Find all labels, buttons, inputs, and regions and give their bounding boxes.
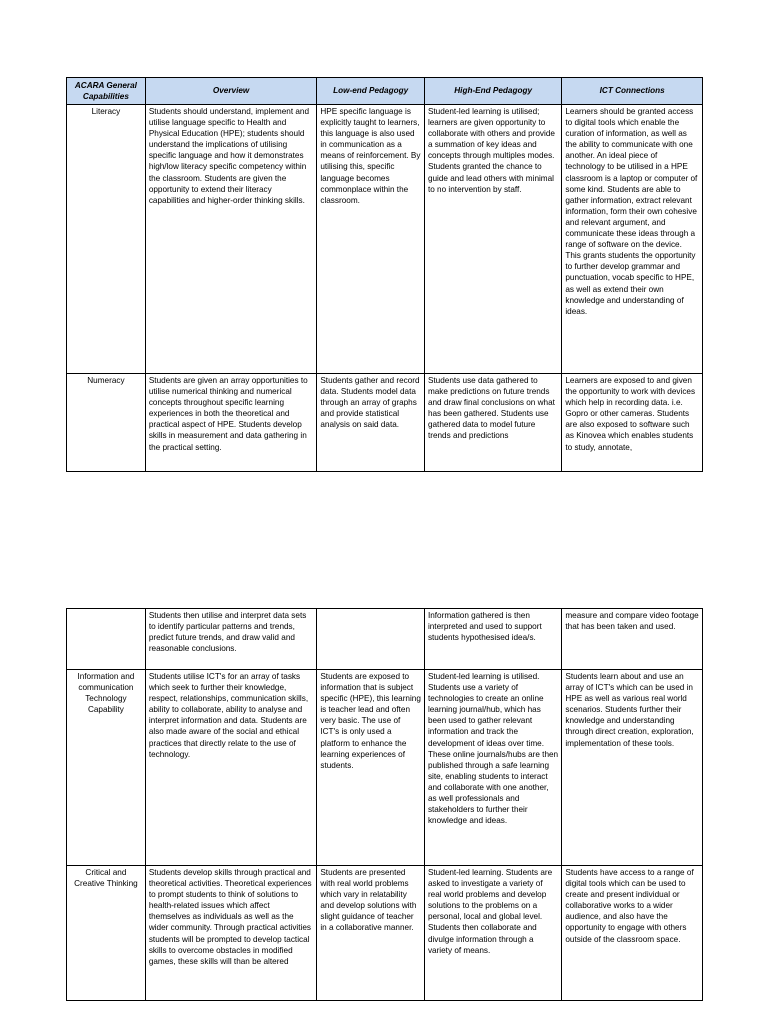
header-low-end: Low-end Pedagogy bbox=[317, 78, 425, 105]
capability-cell: Critical and Creative Thinking bbox=[67, 866, 146, 1001]
capability-cell: Numeracy bbox=[67, 374, 146, 472]
high-end-cell: Student-led learning is utilised; learners are given opportunity to collaborate with others and provide a summation of key ideas and concepts through multiples modes. Students granted the chance to guide and lead others with minimal to no intervention by staff. bbox=[424, 105, 561, 374]
table-row-numeracy-continued bbox=[67, 609, 703, 670]
header-overview: Overview bbox=[145, 78, 317, 105]
header-ict: ICT Connections bbox=[562, 78, 703, 105]
header-high-end: High-End Pedagogy bbox=[424, 78, 561, 105]
capabilities-table-page-2 bbox=[66, 608, 703, 1001]
capability-cell: Literacy bbox=[67, 105, 146, 374]
ict-cell: Students have access to a range of digital tools which can be used to create and present individual or collaborative works to a wider audience, and also have the opportunity to engage with others outside of the classroom space. bbox=[562, 866, 703, 1001]
capability-cell: Information and communication Technology Capability bbox=[67, 670, 146, 866]
low-end-cell: HPE specific language is explicitly taught to learners, this language is also used in communication as a means of reinforcement. By utilising this, specific language becomes commonplace within the classroom. bbox=[317, 105, 425, 374]
table-row-critical-creative bbox=[67, 866, 703, 1001]
ict-cell: Learners are exposed to and given the opportunity to work with devices which help in recording data. i.e. Gopro or other cameras. Students are also exposed to software such as Kinovea which enables students to study, annotate, bbox=[562, 374, 703, 472]
header-row bbox=[67, 78, 703, 105]
overview-cell: Students should understand, implement and utilise language specific to Health and Physical Education (HPE); students should understand the implications of utilising specific language and how it demonstrates high/low literacy specific competency within the classroom. Students are given the opportunity to extend their literacy capabilities and higher-order thinking skills. bbox=[145, 105, 317, 374]
capabilities-table-page-1 bbox=[66, 77, 703, 472]
low-end-cell: Students gather and record data. Students model data through an array of graphs and provide statistical analysis on said data. bbox=[317, 374, 425, 472]
high-end-cell: Student-led learning. Students are asked to investigate a variety of real world problems and develop solutions to the problems on a personal, local and global level. Students then collaborate and divulge information through a variety of means. bbox=[424, 866, 561, 1001]
table-row-literacy bbox=[67, 105, 703, 374]
table-row-ict-capability bbox=[67, 670, 703, 866]
low-end-cell: Students are presented with real world problems which vary in relatability and develop solutions with slight guidance of teacher in a collaborative manner. bbox=[317, 866, 425, 1001]
table-row-numeracy bbox=[67, 374, 703, 472]
high-end-cell: Students use data gathered to make predictions on future trends and draw final conclusions on what has been gathered. Students use gathered data to model future trends and predictions bbox=[424, 374, 561, 472]
overview-cell: Students develop skills through practical and theoretical activities. Theoretical experiences to prompt students to think of solutions to health-related issues which affect themselves as individuals as well as the wider community. Through practical activities students will be prompted to develop tactical skills to overcome obstacles in modified games, these skills will than be altered bbox=[145, 866, 317, 1001]
overview-cell: Students are given an array opportunities to utilise numerical thinking and numerical concepts throughout specific learning experiences in both the theoretical and practical aspect of HPE. Students develop skills in measurement and data gathering in the practical setting. bbox=[145, 374, 317, 472]
ict-cell: measure and compare video footage that has been taken and used. bbox=[562, 609, 703, 670]
high-end-cell: Student-led learning is utilised. Students use a variety of technologies to create an online learning journal/hub, which has been used to gather relevant information and track the development of ideas over time. These online journals/hubs are then published through a safe learning site, enabling students to interact and collaborate with one another, as well professionals and stakeholders to further their knowledge and ideas. bbox=[424, 670, 561, 866]
ict-cell: Learners should be granted access to digital tools which enable the curation of information, as well as the ability to communicate with one another. An ideal piece of technology to be utilised in a HPE classroom is a laptop or computer of some kind. Students are able to gather information, extract relevant information, form their own cohesive and relevant argument, and communicate these ideas through a range of software on the device. This grants students the opportunity to further develop grammar and punctuation, vocab specific to HPE, as well as extend their own knowledge and understanding of ideas. bbox=[562, 105, 703, 374]
capability-cell bbox=[67, 609, 146, 670]
overview-cell: Students utilise ICT's for an array of tasks which seek to further their knowledge, respect, relationships, communication skills, ability to collaborate, ability to analyse and interpret information and data. Students are also made aware of the social and ethical practices that directly relate to the use of technology. bbox=[145, 670, 317, 866]
low-end-cell bbox=[317, 609, 425, 670]
ict-cell: Students learn about and use an array of ICT's which can be used in HPE as well as various real world scenarios. Students further their knowledge and understanding through direct creation, exploration, implementation of these tools. bbox=[562, 670, 703, 866]
low-end-cell: Students are exposed to information that is subject specific (HPE), this learning is teacher lead and often very basic. The use of ICT's is only used a platform to enhance the learning experiences of students. bbox=[317, 670, 425, 866]
overview-cell: Students then utilise and interpret data sets to identify particular patterns and trends, predict future trends, and draw valid and reasonable conclusions. bbox=[145, 609, 317, 670]
high-end-cell: Information gathered is then interpreted and used to support students hypothesised idea/s. bbox=[424, 609, 561, 670]
header-capabilities: ACARA General Capabilities bbox=[67, 78, 146, 105]
